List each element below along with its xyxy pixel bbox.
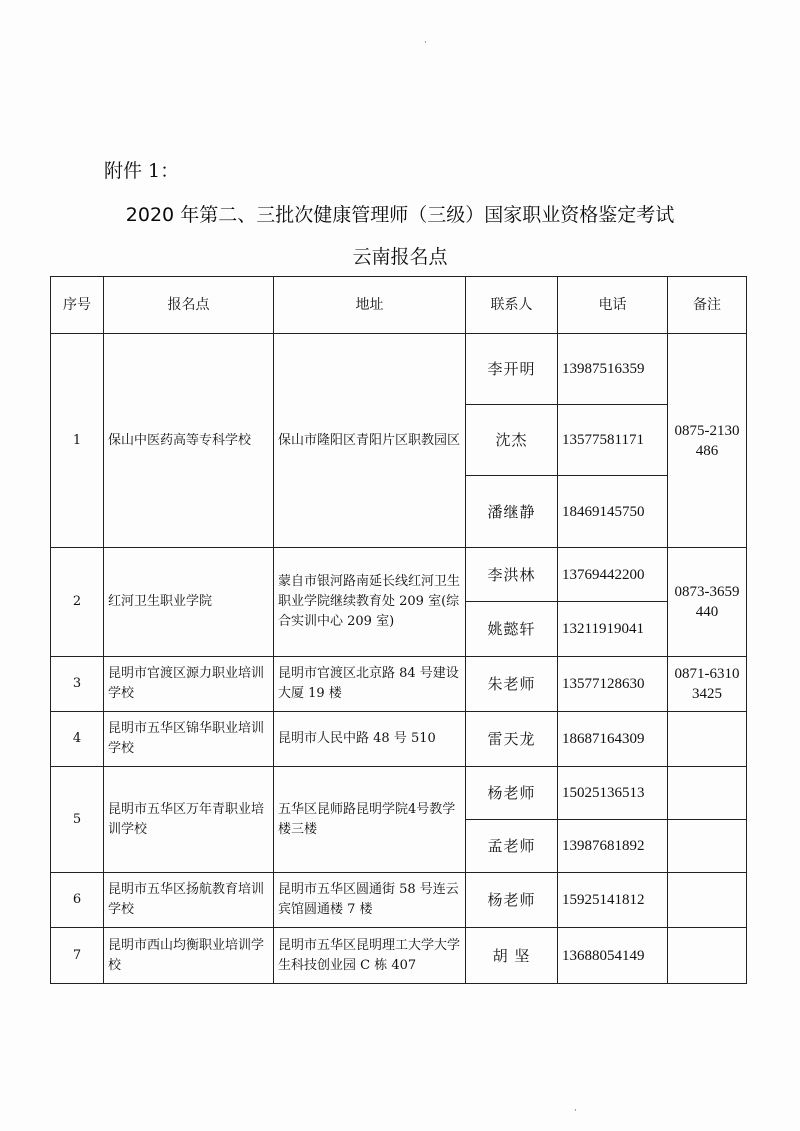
- row-index: 1: [51, 334, 104, 548]
- table-row: [51, 657, 747, 712]
- row-note: [668, 712, 747, 767]
- row-contact: 孟老师: [466, 820, 558, 873]
- row-note: [668, 873, 747, 928]
- row-site: 昆明市五华区万年青职业培训学校: [104, 767, 274, 873]
- row-note-empty: [668, 820, 747, 873]
- row-site: 红河卫生职业学院: [104, 548, 274, 657]
- row-contact: 李开明: [466, 334, 558, 405]
- row-site: 昆明市西山均衡职业培训学校: [104, 928, 274, 984]
- row-address: 昆明市五华区昆明理工大学大学生科技创业园 C 栋 407: [274, 928, 466, 984]
- row-phone: 13769442200: [558, 548, 668, 602]
- page-title: 2020 年第二、三批次健康管理师（三级）国家职业资格鉴定考试: [125, 204, 675, 226]
- header-note: 备注: [668, 277, 747, 334]
- row-note: [668, 928, 747, 984]
- header-site: 报名点: [104, 277, 274, 334]
- page-subtitle: 云南报名点: [352, 246, 448, 268]
- row-contact: 胡 坚: [466, 928, 558, 984]
- table-row: [51, 548, 747, 602]
- row-contact: 姚懿轩: [466, 602, 558, 657]
- row-phone: 13987516359: [558, 334, 668, 405]
- row-address: 五华区昆师路昆明学院4号教学楼三楼: [274, 767, 466, 873]
- row-contact: 杨老师: [466, 767, 558, 820]
- row-note: 0875-2130486: [668, 334, 747, 548]
- header-phone: 电话: [558, 277, 668, 334]
- attachment-label: 附件 1：: [104, 160, 180, 182]
- row-index: 2: [51, 548, 104, 657]
- table-row: [51, 873, 747, 928]
- row-contact: 雷天龙: [466, 712, 558, 767]
- row-index: 6: [51, 873, 104, 928]
- row-address: 昆明市五华区圆通街 58 号连云宾馆圆通楼 7 楼: [274, 873, 466, 928]
- row-site: 保山中医药高等专科学校: [104, 334, 274, 548]
- row-index: 3: [51, 657, 104, 712]
- row-phone: 13577581171: [558, 405, 668, 476]
- row-contact: 李洪林: [466, 548, 558, 602]
- row-contact: 潘继静: [466, 476, 558, 548]
- row-note: 0873-3659440: [668, 548, 747, 657]
- row-note: 0871-63103425: [668, 657, 747, 712]
- row-index: 4: [51, 712, 104, 767]
- row-address: 保山市隆阳区青阳片区职教园区: [274, 334, 466, 548]
- header-index: 序号: [51, 277, 104, 334]
- row-contact: 沈杰: [466, 405, 558, 476]
- table-row: [51, 928, 747, 984]
- row-note: [668, 767, 747, 820]
- row-site: 昆明市五华区扬航教育培训学校: [104, 873, 274, 928]
- row-index: 7: [51, 928, 104, 984]
- row-phone: 13987681892: [558, 820, 668, 873]
- row-phone: 18469145750: [558, 476, 668, 548]
- row-phone: 15025136513: [558, 767, 668, 820]
- row-phone: 13688054149: [558, 928, 668, 984]
- row-contact: 朱老师: [466, 657, 558, 712]
- row-site: 昆明市五华区锦华职业培训学校: [104, 712, 274, 767]
- table-row: [51, 712, 747, 767]
- header-contact: 联系人: [466, 277, 558, 334]
- table-header-row: [51, 277, 747, 334]
- row-phone: 15925141812: [558, 873, 668, 928]
- row-phone: 13211919041: [558, 602, 668, 657]
- row-phone: 18687164309: [558, 712, 668, 767]
- scan-speck: ·: [574, 1106, 577, 1116]
- row-address: 昆明市人民中路 48 号 510: [274, 712, 466, 767]
- row-contact: 杨老师: [466, 873, 558, 928]
- row-index: 5: [51, 767, 104, 873]
- row-address: 昆明市官渡区北京路 84 号建设大厦 19 楼: [274, 657, 466, 712]
- table-row: [51, 767, 747, 820]
- header-address: 地址: [274, 277, 466, 334]
- row-site: 昆明市官渡区源力职业培训学校: [104, 657, 274, 712]
- scan-speck: ·: [424, 38, 427, 48]
- row-phone: 13577128630: [558, 657, 668, 712]
- table-row: [51, 334, 747, 405]
- registration-table: [50, 276, 747, 984]
- row-address: 蒙自市银河路南延长线红河卫生职业学院继续教育处 209 室(综合实训中心 209 室): [274, 548, 466, 657]
